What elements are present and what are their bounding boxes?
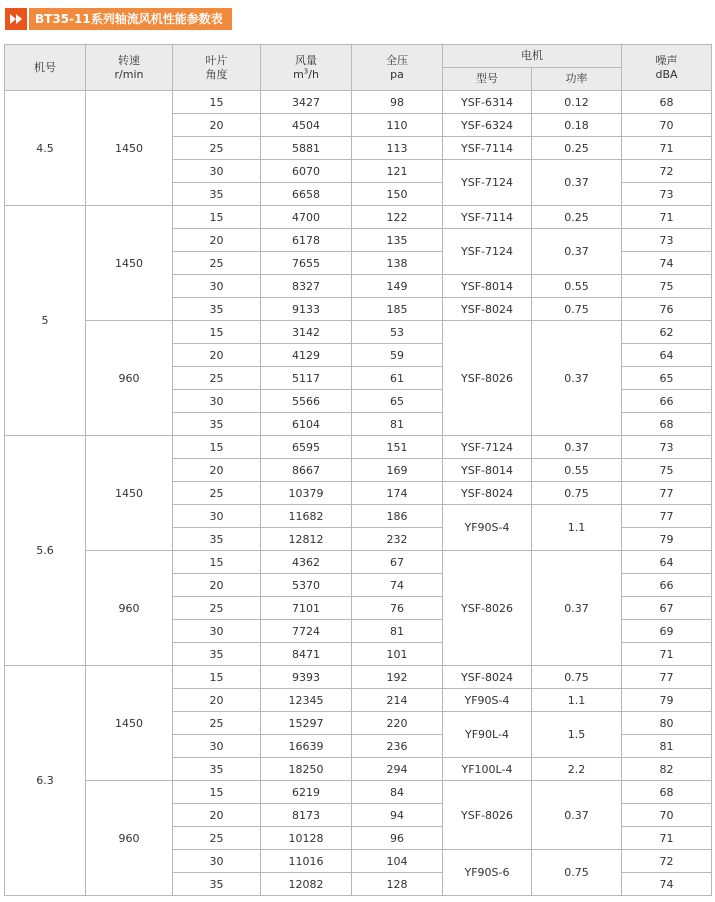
pressure-cell: 220 bbox=[352, 712, 443, 735]
noise-cell: 70 bbox=[622, 804, 712, 827]
airflow-cell: 6070 bbox=[261, 160, 352, 183]
airflow-cell: 5117 bbox=[261, 367, 352, 390]
motor-power-cell: 0.18 bbox=[532, 114, 622, 137]
noise-cell: 71 bbox=[622, 643, 712, 666]
angle-cell: 20 bbox=[173, 344, 261, 367]
angle-cell: 30 bbox=[173, 390, 261, 413]
angle-cell: 15 bbox=[173, 91, 261, 114]
table-row bbox=[5, 206, 712, 229]
motor-model-cell: YSF-8024 bbox=[443, 482, 532, 505]
motor-model-cell: YSF-8014 bbox=[443, 275, 532, 298]
angle-cell: 30 bbox=[173, 160, 261, 183]
pressure-cell: 81 bbox=[352, 620, 443, 643]
airflow-cell: 12345 bbox=[261, 689, 352, 712]
noise-cell: 66 bbox=[622, 574, 712, 597]
speed-cell: 1450 bbox=[86, 436, 173, 551]
airflow-cell: 9393 bbox=[261, 666, 352, 689]
pressure-cell: 59 bbox=[352, 344, 443, 367]
noise-cell: 62 bbox=[622, 321, 712, 344]
airflow-cell: 16639 bbox=[261, 735, 352, 758]
machine-no-cell: 4.5 bbox=[5, 91, 86, 206]
pressure-cell: 236 bbox=[352, 735, 443, 758]
angle-cell: 15 bbox=[173, 781, 261, 804]
pressure-cell: 186 bbox=[352, 505, 443, 528]
noise-cell: 73 bbox=[622, 436, 712, 459]
noise-cell: 72 bbox=[622, 160, 712, 183]
angle-cell: 20 bbox=[173, 689, 261, 712]
speed-cell: 960 bbox=[86, 551, 173, 666]
angle-cell: 30 bbox=[173, 620, 261, 643]
angle-cell: 35 bbox=[173, 758, 261, 781]
pressure-cell: 53 bbox=[352, 321, 443, 344]
pressure-cell: 96 bbox=[352, 827, 443, 850]
table-row bbox=[5, 666, 712, 689]
motor-power-cell: 0.55 bbox=[532, 459, 622, 482]
noise-cell: 79 bbox=[622, 528, 712, 551]
motor-model-cell: YF90L-4 bbox=[443, 712, 532, 758]
noise-cell: 64 bbox=[622, 344, 712, 367]
angle-cell: 25 bbox=[173, 597, 261, 620]
motor-model-cell: YSF-8026 bbox=[443, 321, 532, 436]
noise-cell: 77 bbox=[622, 482, 712, 505]
machine-no-cell: 6.3 bbox=[5, 666, 86, 896]
pressure-cell: 121 bbox=[352, 160, 443, 183]
pressure-cell: 149 bbox=[352, 275, 443, 298]
pressure-cell: 74 bbox=[352, 574, 443, 597]
noise-cell: 77 bbox=[622, 505, 712, 528]
angle-cell: 30 bbox=[173, 505, 261, 528]
pressure-cell: 135 bbox=[352, 229, 443, 252]
angle-cell: 25 bbox=[173, 252, 261, 275]
speed-cell: 960 bbox=[86, 781, 173, 896]
airflow-cell: 7655 bbox=[261, 252, 352, 275]
header-airflow-unit: $m^3/h$ bbox=[293, 66, 319, 81]
airflow-cell: 6104 bbox=[261, 413, 352, 436]
header-noise bbox=[622, 45, 712, 91]
pressure-cell: 61 bbox=[352, 367, 443, 390]
pressure-cell: 104 bbox=[352, 850, 443, 873]
angle-cell: 20 bbox=[173, 459, 261, 482]
header-model: 型号 bbox=[443, 68, 532, 91]
motor-power-cell: 0.37 bbox=[532, 551, 622, 666]
header-airflow-label: 风量 bbox=[295, 53, 317, 67]
airflow-cell: 3427 bbox=[261, 91, 352, 114]
airflow-cell: 8173 bbox=[261, 804, 352, 827]
pressure-cell: 101 bbox=[352, 643, 443, 666]
angle-cell: 35 bbox=[173, 298, 261, 321]
motor-model-cell: YF90S-4 bbox=[443, 505, 532, 551]
motor-power-cell: 0.75 bbox=[532, 482, 622, 505]
angle-cell: 25 bbox=[173, 482, 261, 505]
pressure-cell: 214 bbox=[352, 689, 443, 712]
pressure-cell: 185 bbox=[352, 298, 443, 321]
motor-power-cell: 0.37 bbox=[532, 160, 622, 206]
speed-cell: 1450 bbox=[86, 666, 173, 781]
angle-cell: 25 bbox=[173, 137, 261, 160]
noise-cell: 66 bbox=[622, 390, 712, 413]
angle-cell: 25 bbox=[173, 827, 261, 850]
performance-table bbox=[4, 44, 712, 896]
header-blade-label: 叶片 bbox=[205, 53, 228, 67]
pressure-cell: 192 bbox=[352, 666, 443, 689]
table-row bbox=[5, 781, 712, 804]
header-speed-unit: r/min bbox=[114, 67, 144, 81]
noise-cell: 81 bbox=[622, 735, 712, 758]
pressure-cell: 122 bbox=[352, 206, 443, 229]
airflow-cell: 5566 bbox=[261, 390, 352, 413]
motor-model-cell: YSF-8014 bbox=[443, 459, 532, 482]
table-row bbox=[5, 436, 712, 459]
noise-cell: 76 bbox=[622, 298, 712, 321]
motor-power-cell: 1.5 bbox=[532, 712, 622, 758]
motor-model-cell: YSF-8024 bbox=[443, 666, 532, 689]
header-noise-unit: dBA bbox=[655, 67, 678, 81]
header-noise-label: 噪声 bbox=[655, 53, 678, 67]
angle-cell: 30 bbox=[173, 850, 261, 873]
noise-cell: 75 bbox=[622, 275, 712, 298]
angle-cell: 35 bbox=[173, 873, 261, 896]
airflow-cell: 18250 bbox=[261, 758, 352, 781]
airflow-cell: 5881 bbox=[261, 137, 352, 160]
angle-cell: 30 bbox=[173, 275, 261, 298]
motor-model-cell: YSF-7124 bbox=[443, 160, 532, 206]
table-title: BT35-11系列轴流风机性能参数表 bbox=[29, 8, 232, 30]
angle-cell: 35 bbox=[173, 183, 261, 206]
pressure-cell: 110 bbox=[352, 114, 443, 137]
speed-cell: 960 bbox=[86, 321, 173, 436]
pressure-cell: 76 bbox=[352, 597, 443, 620]
motor-power-cell: 0.37 bbox=[532, 436, 622, 459]
header-power: 功率 bbox=[532, 68, 622, 91]
noise-cell: 65 bbox=[622, 367, 712, 390]
pressure-cell: 84 bbox=[352, 781, 443, 804]
table-row bbox=[5, 91, 712, 114]
fast-forward-icon bbox=[5, 8, 27, 30]
angle-cell: 15 bbox=[173, 551, 261, 574]
noise-cell: 82 bbox=[622, 758, 712, 781]
noise-cell: 71 bbox=[622, 827, 712, 850]
pressure-cell: 138 bbox=[352, 252, 443, 275]
motor-power-cell: 0.12 bbox=[532, 91, 622, 114]
noise-cell: 68 bbox=[622, 781, 712, 804]
airflow-cell: 4129 bbox=[261, 344, 352, 367]
airflow-cell: 6178 bbox=[261, 229, 352, 252]
performance-table-wrapper bbox=[4, 44, 711, 896]
motor-power-cell: 1.1 bbox=[532, 505, 622, 551]
airflow-cell: 12812 bbox=[261, 528, 352, 551]
header-pressure-unit: pa bbox=[390, 67, 404, 81]
motor-power-cell: 0.37 bbox=[532, 321, 622, 436]
pressure-cell: 81 bbox=[352, 413, 443, 436]
airflow-cell: 8327 bbox=[261, 275, 352, 298]
header-machine-no: 机号 bbox=[5, 45, 86, 91]
speed-cell: 1450 bbox=[86, 206, 173, 321]
angle-cell: 15 bbox=[173, 206, 261, 229]
header-airflow bbox=[261, 45, 352, 91]
angle-cell: 35 bbox=[173, 413, 261, 436]
table-body bbox=[5, 91, 712, 896]
angle-cell: 15 bbox=[173, 321, 261, 344]
airflow-cell: 11682 bbox=[261, 505, 352, 528]
airflow-cell: 4504 bbox=[261, 114, 352, 137]
angle-cell: 20 bbox=[173, 574, 261, 597]
noise-cell: 75 bbox=[622, 459, 712, 482]
airflow-cell: 9133 bbox=[261, 298, 352, 321]
motor-model-cell: YF100L-4 bbox=[443, 758, 532, 781]
header-motor: 电机 bbox=[443, 45, 622, 68]
motor-model-cell: YSF-7124 bbox=[443, 229, 532, 275]
motor-power-cell: 0.55 bbox=[532, 275, 622, 298]
airflow-cell: 8471 bbox=[261, 643, 352, 666]
noise-cell: 77 bbox=[622, 666, 712, 689]
pressure-cell: 65 bbox=[352, 390, 443, 413]
angle-cell: 35 bbox=[173, 528, 261, 551]
pressure-cell: 98 bbox=[352, 91, 443, 114]
noise-cell: 64 bbox=[622, 551, 712, 574]
motor-model-cell: YSF-7114 bbox=[443, 137, 532, 160]
motor-power-cell: 1.1 bbox=[532, 689, 622, 712]
pressure-cell: 67 bbox=[352, 551, 443, 574]
angle-cell: 25 bbox=[173, 712, 261, 735]
angle-cell: 25 bbox=[173, 367, 261, 390]
pressure-cell: 174 bbox=[352, 482, 443, 505]
noise-cell: 71 bbox=[622, 206, 712, 229]
noise-cell: 69 bbox=[622, 620, 712, 643]
airflow-cell: 12082 bbox=[261, 873, 352, 896]
angle-cell: 20 bbox=[173, 114, 261, 137]
header-pressure-label: 全压 bbox=[386, 53, 408, 67]
angle-cell: 35 bbox=[173, 643, 261, 666]
noise-cell: 71 bbox=[622, 137, 712, 160]
pressure-cell: 294 bbox=[352, 758, 443, 781]
header-angle-label: 角度 bbox=[205, 67, 228, 81]
airflow-cell: 6658 bbox=[261, 183, 352, 206]
airflow-cell: 6595 bbox=[261, 436, 352, 459]
angle-cell: 15 bbox=[173, 436, 261, 459]
motor-power-cell: 2.2 bbox=[532, 758, 622, 781]
table-header bbox=[5, 45, 712, 91]
noise-cell: 72 bbox=[622, 850, 712, 873]
motor-model-cell: YSF-6314 bbox=[443, 91, 532, 114]
motor-model-cell: YF90S-4 bbox=[443, 689, 532, 712]
motor-power-cell: 0.25 bbox=[532, 137, 622, 160]
table-row bbox=[5, 321, 712, 344]
noise-cell: 68 bbox=[622, 91, 712, 114]
airflow-cell: 8667 bbox=[261, 459, 352, 482]
table-title-bar bbox=[5, 8, 232, 30]
motor-power-cell: 0.37 bbox=[532, 229, 622, 275]
noise-cell: 79 bbox=[622, 689, 712, 712]
airflow-cell: 4362 bbox=[261, 551, 352, 574]
airflow-cell: 6219 bbox=[261, 781, 352, 804]
pressure-cell: 169 bbox=[352, 459, 443, 482]
airflow-cell: 7101 bbox=[261, 597, 352, 620]
motor-power-cell: 0.25 bbox=[532, 206, 622, 229]
noise-cell: 67 bbox=[622, 597, 712, 620]
noise-cell: 74 bbox=[622, 873, 712, 896]
motor-model-cell: YSF-6324 bbox=[443, 114, 532, 137]
header-speed-label: 转速 bbox=[118, 53, 140, 67]
noise-cell: 73 bbox=[622, 229, 712, 252]
header-blade-angle bbox=[173, 45, 261, 91]
motor-power-cell: 0.75 bbox=[532, 298, 622, 321]
motor-power-cell: 0.75 bbox=[532, 666, 622, 689]
pressure-cell: 150 bbox=[352, 183, 443, 206]
pressure-cell: 232 bbox=[352, 528, 443, 551]
motor-model-cell: YF90S-6 bbox=[443, 850, 532, 896]
airflow-cell: 5370 bbox=[261, 574, 352, 597]
motor-model-cell: YSF-7114 bbox=[443, 206, 532, 229]
header-pressure bbox=[352, 45, 443, 91]
angle-cell: 20 bbox=[173, 229, 261, 252]
machine-no-cell: 5 bbox=[5, 206, 86, 436]
airflow-cell: 15297 bbox=[261, 712, 352, 735]
airflow-cell: 10379 bbox=[261, 482, 352, 505]
angle-cell: 20 bbox=[173, 804, 261, 827]
motor-power-cell: 0.75 bbox=[532, 850, 622, 896]
motor-model-cell: YSF-8024 bbox=[443, 298, 532, 321]
motor-power-cell: 0.37 bbox=[532, 781, 622, 850]
header-speed bbox=[86, 45, 173, 91]
speed-cell: 1450 bbox=[86, 91, 173, 206]
noise-cell: 74 bbox=[622, 252, 712, 275]
airflow-cell: 10128 bbox=[261, 827, 352, 850]
motor-model-cell: YSF-8026 bbox=[443, 781, 532, 850]
noise-cell: 70 bbox=[622, 114, 712, 137]
airflow-cell: 3142 bbox=[261, 321, 352, 344]
airflow-cell: 7724 bbox=[261, 620, 352, 643]
table-row bbox=[5, 551, 712, 574]
pressure-cell: 128 bbox=[352, 873, 443, 896]
noise-cell: 68 bbox=[622, 413, 712, 436]
pressure-cell: 94 bbox=[352, 804, 443, 827]
noise-cell: 80 bbox=[622, 712, 712, 735]
motor-model-cell: YSF-8026 bbox=[443, 551, 532, 666]
pressure-cell: 151 bbox=[352, 436, 443, 459]
pressure-cell: 113 bbox=[352, 137, 443, 160]
airflow-cell: 4700 bbox=[261, 206, 352, 229]
angle-cell: 15 bbox=[173, 666, 261, 689]
airflow-cell: 11016 bbox=[261, 850, 352, 873]
angle-cell: 30 bbox=[173, 735, 261, 758]
motor-model-cell: YSF-7124 bbox=[443, 436, 532, 459]
machine-no-cell: 5.6 bbox=[5, 436, 86, 666]
noise-cell: 73 bbox=[622, 183, 712, 206]
